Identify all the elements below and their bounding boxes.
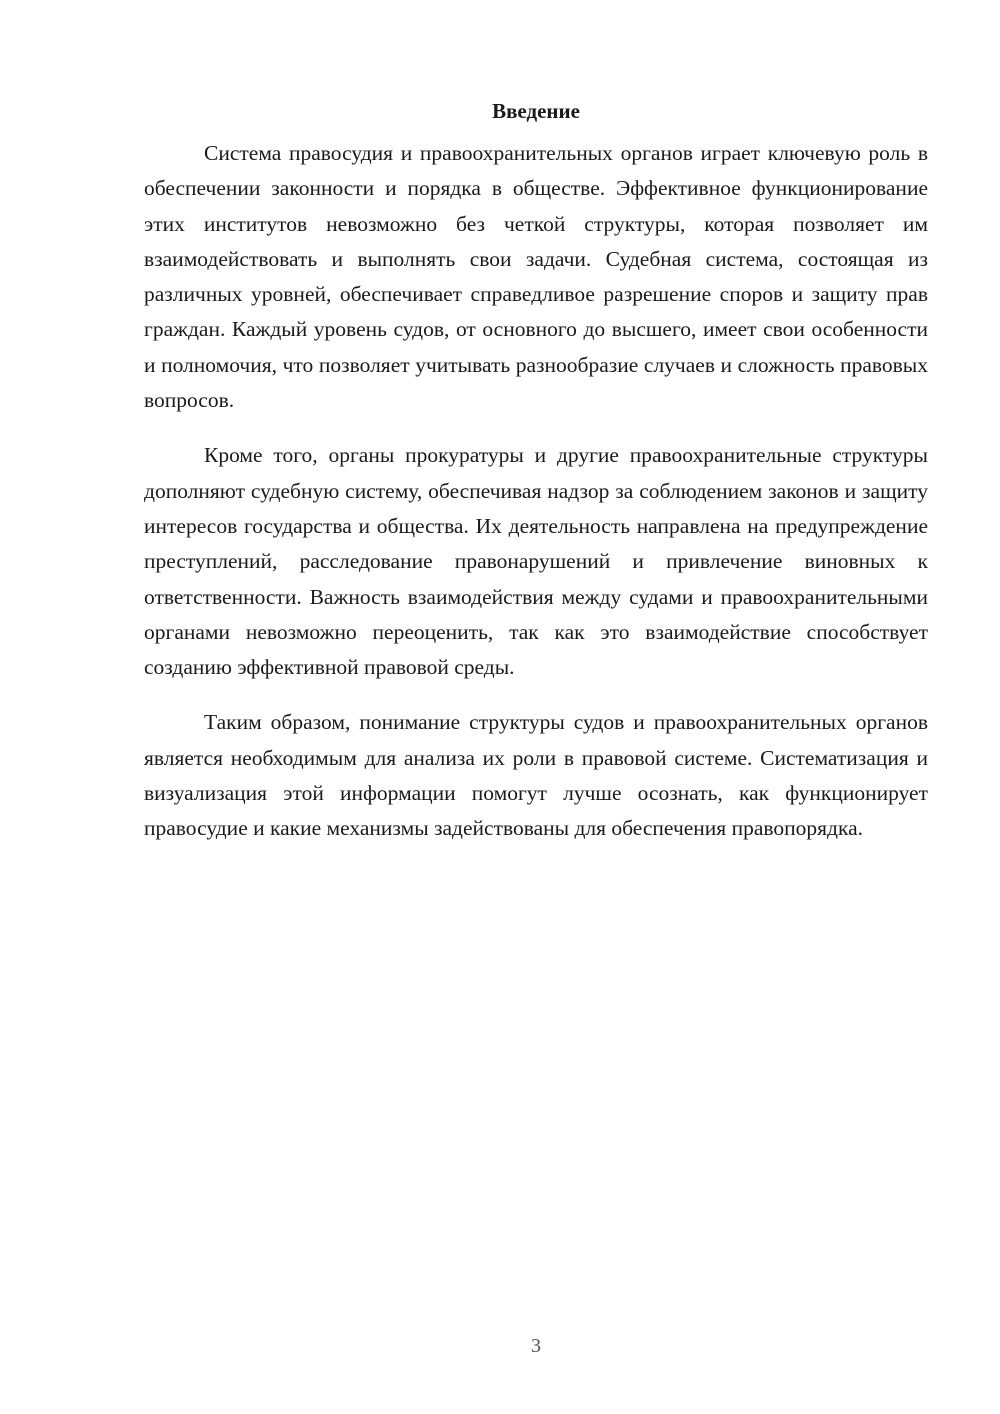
paragraph-3: Таким образом, понимание структуры судов и правоохранительных органов является необходимым для анализа их роли в правовой системе. Систематизация и визуализация этой информации помогут лучше осознать, как функционирует правосудие и какие механизмы задействованы для обеспечения правопорядка. bbox=[144, 710, 928, 841]
page-number: 3 bbox=[531, 1335, 541, 1357]
page-title: Введение bbox=[492, 99, 580, 123]
page-body bbox=[144, 97, 928, 867]
paragraph-1: Система правосудия и правоохранительных органов играет ключевую роль в обеспечении законности и порядка в обществе. Эффективное функционирование этих институтов невозможно без четкой структуры, которая позволяет им взаимодействовать и выполнять свои задачи. Судебная система, состоящая из различных уровней, обеспечивает справедливое разрешение споров и защиту прав граждан. Каждый уровень судов, от основного до высшего, имеет свои особенности и полномочия, что позволяет учитывать разнообразие случаев и сложность правовых вопросов. bbox=[144, 141, 928, 413]
paragraph-2: Кроме того, органы прокуратуры и другие правоохранительные структуры дополняют судебную систему, обеспечивая надзор за соблюдением законов и защиту интересов государства и общества. Их деятельность направлена на предупреждение преступлений, расследование правонарушений и привлечение виновных к ответственности. Важность взаимодействия между судами и правоохранительными органами невозможно переоценить, так как это взаимодействие способствует созданию эффективной правовой среды. bbox=[144, 443, 928, 680]
